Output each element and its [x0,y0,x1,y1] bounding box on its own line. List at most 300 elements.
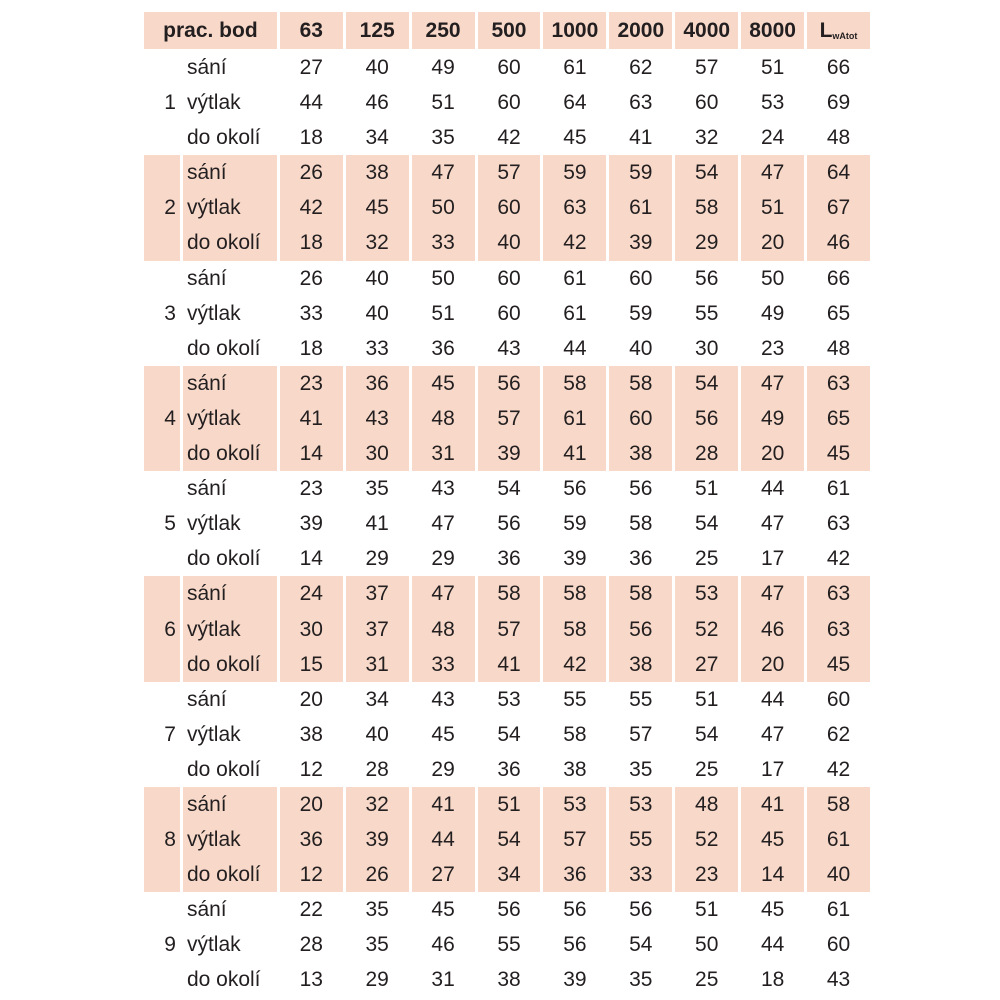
value-cell: 52 [675,822,738,857]
total-cell: 42 [826,757,851,781]
value-cell: 54 [675,155,738,190]
value-cell: 42 [280,190,343,225]
table-row [144,647,870,682]
value-cell: 44 [760,687,785,711]
value-cell: 31 [346,647,409,682]
total-cell: 45 [807,436,870,471]
value-cell: 50 [695,933,719,957]
value-cell: 47 [741,576,804,611]
table-row [144,962,870,997]
value-cell: 56 [497,898,521,922]
value-cell: 60 [695,91,719,115]
value-cell: 56 [478,366,541,401]
value-cell: 46 [365,91,389,115]
value-cell: 29 [365,547,389,571]
value-cell: 26 [299,266,323,290]
value-cell: 61 [609,190,672,225]
value-cell: 62 [629,56,653,79]
value-cell: 53 [497,687,521,711]
value-cell: 17 [760,757,785,781]
table-row [144,612,870,647]
value-cell: 38 [497,968,521,992]
value-cell: 48 [412,612,475,647]
value-cell: 63 [629,91,653,115]
value-cell: 56 [695,266,719,290]
value-cell: 54 [675,366,738,401]
table-row [144,120,870,155]
table-body [144,50,870,998]
header-total [807,12,870,49]
point-number [144,752,180,787]
value-cell: 57 [629,722,653,746]
table-row [144,752,870,787]
value-cell: 45 [431,722,455,746]
value-cell: 54 [695,722,719,746]
total-cell: 66 [826,266,851,290]
row-label: sání [183,576,277,611]
value-cell: 20 [280,787,343,822]
row-label: do okolí [183,857,277,892]
value-cell: 55 [609,822,672,857]
row-label: do okolí [183,225,277,260]
value-cell: 47 [431,512,455,536]
total-cell: 62 [826,722,851,746]
value-cell: 43 [497,336,521,360]
point-number: 6 [144,612,180,647]
value-cell: 18 [299,126,323,150]
total-cell: 69 [826,91,851,115]
value-cell: 17 [760,547,785,571]
value-cell: 23 [280,366,343,401]
value-cell: 56 [675,401,738,436]
header-total-sub: wAtot [832,31,858,41]
value-cell: 49 [741,401,804,436]
value-cell: 41 [629,126,653,150]
value-cell: 48 [675,787,738,822]
table-row [144,155,870,190]
value-cell: 33 [299,301,323,325]
table-row [144,190,870,225]
header-freq: 63 [280,12,343,49]
header-freq: 500 [478,12,541,49]
value-cell: 23 [675,857,738,892]
value-cell: 18 [280,225,343,260]
value-cell: 26 [280,155,343,190]
value-cell: 32 [695,126,719,150]
table-row [144,927,870,962]
value-cell: 40 [629,336,653,360]
value-cell: 58 [478,576,541,611]
point-number [144,436,180,471]
value-cell: 43 [431,687,455,711]
value-cell: 30 [280,612,343,647]
total-cell: 63 [826,512,851,536]
value-cell: 22 [299,898,323,922]
value-cell: 60 [609,401,672,436]
value-cell: 33 [609,857,672,892]
value-cell: 40 [365,56,389,79]
table-row [144,85,870,120]
value-cell: 35 [431,126,455,150]
value-cell: 41 [478,647,541,682]
value-cell: 56 [629,898,653,922]
row-label: výtlak [183,822,277,857]
value-cell: 60 [497,91,521,115]
value-cell: 47 [741,366,804,401]
point-number [144,366,180,401]
value-cell: 48 [412,401,475,436]
value-cell: 41 [280,401,343,436]
value-cell: 50 [431,266,455,290]
value-cell: 58 [563,722,587,746]
value-cell: 58 [629,512,653,536]
value-cell: 51 [695,477,719,501]
value-cell: 58 [675,190,738,225]
value-cell: 51 [695,687,719,711]
header-freq: 8000 [741,12,804,49]
value-cell: 57 [695,56,719,79]
row-label: do okolí [186,757,261,781]
total-cell: 42 [826,547,851,571]
value-cell: 51 [695,898,719,922]
value-cell: 49 [760,301,785,325]
row-label: do okolí [186,336,261,360]
total-cell: 45 [807,647,870,682]
value-cell: 20 [741,647,804,682]
point-number: 2 [144,190,180,225]
value-cell: 39 [563,968,587,992]
value-cell: 57 [478,612,541,647]
table-row [144,436,870,471]
table-row [144,261,870,296]
value-cell: 42 [497,126,521,150]
value-cell: 33 [412,647,475,682]
value-cell: 43 [431,477,455,501]
value-cell: 26 [346,857,409,892]
row-label: sání [183,155,277,190]
value-cell: 20 [299,687,323,711]
value-cell: 36 [497,547,521,571]
value-cell: 45 [760,898,785,922]
point-number [144,682,180,717]
value-cell: 63 [543,190,606,225]
value-cell: 39 [299,512,323,536]
value-cell: 53 [609,787,672,822]
value-cell: 41 [412,787,475,822]
row-label: sání [186,898,227,922]
value-cell: 55 [563,687,587,711]
point-number: 4 [144,401,180,436]
value-cell: 27 [675,647,738,682]
value-cell: 56 [629,477,653,501]
value-cell: 50 [412,190,475,225]
value-cell: 51 [431,91,455,115]
value-cell: 46 [741,612,804,647]
value-cell: 34 [478,857,541,892]
value-cell: 61 [563,56,587,79]
point-number: 9 [164,933,176,957]
value-cell: 56 [609,612,672,647]
value-cell: 34 [365,126,389,150]
header-row [144,12,870,49]
value-cell: 55 [629,687,653,711]
row-label: sání [183,366,277,401]
value-cell: 39 [609,225,672,260]
value-cell: 54 [478,822,541,857]
header-freq: 250 [412,12,475,49]
total-cell: 65 [807,401,870,436]
value-cell: 55 [695,301,719,325]
value-cell: 23 [760,336,785,360]
total-cell: 63 [807,576,870,611]
value-cell: 43 [346,401,409,436]
point-number [144,962,180,997]
value-cell: 36 [543,857,606,892]
value-cell: 58 [543,366,606,401]
value-cell: 24 [760,126,785,150]
row-label: do okolí [183,647,277,682]
value-cell: 35 [629,968,653,992]
point-number [144,471,180,506]
value-cell: 44 [760,477,785,501]
value-cell: 35 [629,757,653,781]
value-cell: 29 [675,225,738,260]
table-row [144,225,870,260]
value-cell: 36 [280,822,343,857]
value-cell: 37 [346,576,409,611]
header-freq: 1000 [543,12,606,49]
value-cell: 52 [675,612,738,647]
table-row [144,401,870,436]
value-cell: 24 [280,576,343,611]
table-row [144,506,870,541]
total-cell: 63 [807,366,870,401]
point-number [144,787,180,822]
value-cell: 45 [563,126,587,150]
point-number: 8 [144,822,180,857]
value-cell: 44 [412,822,475,857]
row-label: do okolí [183,436,277,471]
value-cell: 40 [365,266,389,290]
value-cell: 44 [563,336,587,360]
point-number: 5 [164,512,176,536]
point-number [144,225,180,260]
value-cell: 18 [299,336,323,360]
value-cell: 39 [563,547,587,571]
total-cell: 58 [807,787,870,822]
header-freq: 125 [346,12,409,49]
value-cell: 55 [497,933,521,957]
row-label: výtlak [186,722,241,746]
total-cell: 67 [807,190,870,225]
value-cell: 51 [478,787,541,822]
value-cell: 12 [299,757,323,781]
value-cell: 61 [543,401,606,436]
row-label: sání [186,266,227,290]
value-cell: 53 [675,576,738,611]
value-cell: 47 [760,512,785,536]
total-cell: 60 [826,933,851,957]
total-cell: 43 [826,968,851,992]
value-cell: 38 [346,155,409,190]
table-row [144,331,870,366]
value-cell: 56 [497,512,521,536]
point-number [144,120,180,155]
value-cell: 13 [299,968,323,992]
value-cell: 14 [280,436,343,471]
value-cell: 61 [563,301,587,325]
value-cell: 36 [497,757,521,781]
value-cell: 28 [675,436,738,471]
total-cell: 48 [826,126,851,150]
value-cell: 53 [543,787,606,822]
table-row [144,471,870,506]
value-cell: 38 [609,647,672,682]
point-number [144,857,180,892]
value-cell: 15 [280,647,343,682]
value-cell: 25 [695,757,719,781]
value-cell: 57 [478,401,541,436]
total-cell: 61 [826,898,851,922]
row-label: do okolí [186,968,261,992]
value-cell: 36 [346,366,409,401]
point-number [144,155,180,190]
total-cell: 63 [807,612,870,647]
value-cell: 20 [741,436,804,471]
value-cell: 47 [412,576,475,611]
value-cell: 45 [741,822,804,857]
value-cell: 59 [629,301,653,325]
value-cell: 38 [299,722,323,746]
row-label: sání [186,687,227,711]
table-row [144,892,870,927]
row-label: sání [183,787,277,822]
value-cell: 35 [365,898,389,922]
value-cell: 28 [299,933,323,957]
value-cell: 58 [543,576,606,611]
total-cell: 60 [826,687,851,711]
point-number [144,892,180,927]
value-cell: 31 [431,968,455,992]
value-cell: 14 [741,857,804,892]
value-cell: 51 [431,301,455,325]
total-cell: 66 [826,56,851,79]
value-cell: 32 [346,225,409,260]
header-freq: 4000 [675,12,738,49]
total-cell: 40 [807,857,870,892]
total-cell: 46 [807,225,870,260]
value-cell: 40 [365,722,389,746]
value-cell: 42 [543,225,606,260]
value-cell: 44 [299,91,323,115]
table-row [144,296,870,331]
table-row [144,822,870,857]
row-label: výtlak [186,91,241,115]
value-cell: 54 [629,933,653,957]
value-cell: 47 [760,722,785,746]
header-operating-point: prac. bod [144,12,277,49]
total-cell: 65 [826,301,851,325]
value-cell: 25 [695,968,719,992]
value-cell: 46 [431,933,455,957]
row-label: výtlak [186,933,241,957]
point-number [144,261,180,296]
value-cell: 47 [412,155,475,190]
value-cell: 61 [563,266,587,290]
row-label: výtlak [183,190,277,225]
value-cell: 40 [365,301,389,325]
value-cell: 60 [478,190,541,225]
table-row [144,541,870,576]
value-cell: 39 [346,822,409,857]
value-cell: 41 [365,512,389,536]
value-cell: 25 [695,547,719,571]
point-number [144,331,180,366]
value-cell: 12 [280,857,343,892]
row-label: výtlak [186,301,241,325]
row-label: sání [186,56,227,79]
value-cell: 23 [299,477,323,501]
value-cell: 33 [365,336,389,360]
header-freq: 2000 [609,12,672,49]
table-row [144,717,870,752]
value-cell: 14 [299,547,323,571]
table-row [144,576,870,611]
value-cell: 60 [497,56,521,79]
value-cell: 58 [609,366,672,401]
value-cell: 27 [412,857,475,892]
value-cell: 30 [346,436,409,471]
row-label: do okolí [186,547,261,571]
point-number: 7 [164,722,176,746]
row-label: sání [186,477,227,501]
table-row [144,787,870,822]
value-cell: 53 [760,91,785,115]
value-cell: 45 [412,366,475,401]
value-cell: 57 [478,155,541,190]
value-cell: 49 [431,56,455,79]
table-row [144,50,870,85]
value-cell: 29 [431,757,455,781]
value-cell: 38 [563,757,587,781]
value-cell: 35 [365,933,389,957]
value-cell: 45 [346,190,409,225]
value-cell: 20 [741,225,804,260]
value-cell: 64 [563,91,587,115]
value-cell: 30 [695,336,719,360]
value-cell: 34 [365,687,389,711]
point-number: 1 [164,91,176,115]
value-cell: 58 [609,576,672,611]
value-cell: 58 [543,612,606,647]
value-cell: 57 [543,822,606,857]
value-cell: 36 [431,336,455,360]
value-cell: 29 [365,968,389,992]
noise-table [144,12,870,998]
value-cell: 44 [760,933,785,957]
value-cell: 59 [609,155,672,190]
value-cell: 51 [741,190,804,225]
table-row [144,366,870,401]
table-row [144,682,870,717]
total-cell: 61 [807,822,870,857]
table-row [144,857,870,892]
value-cell: 59 [543,155,606,190]
row-label: do okolí [186,126,261,150]
value-cell: 56 [563,933,587,957]
point-number [144,576,180,611]
value-cell: 56 [563,898,587,922]
